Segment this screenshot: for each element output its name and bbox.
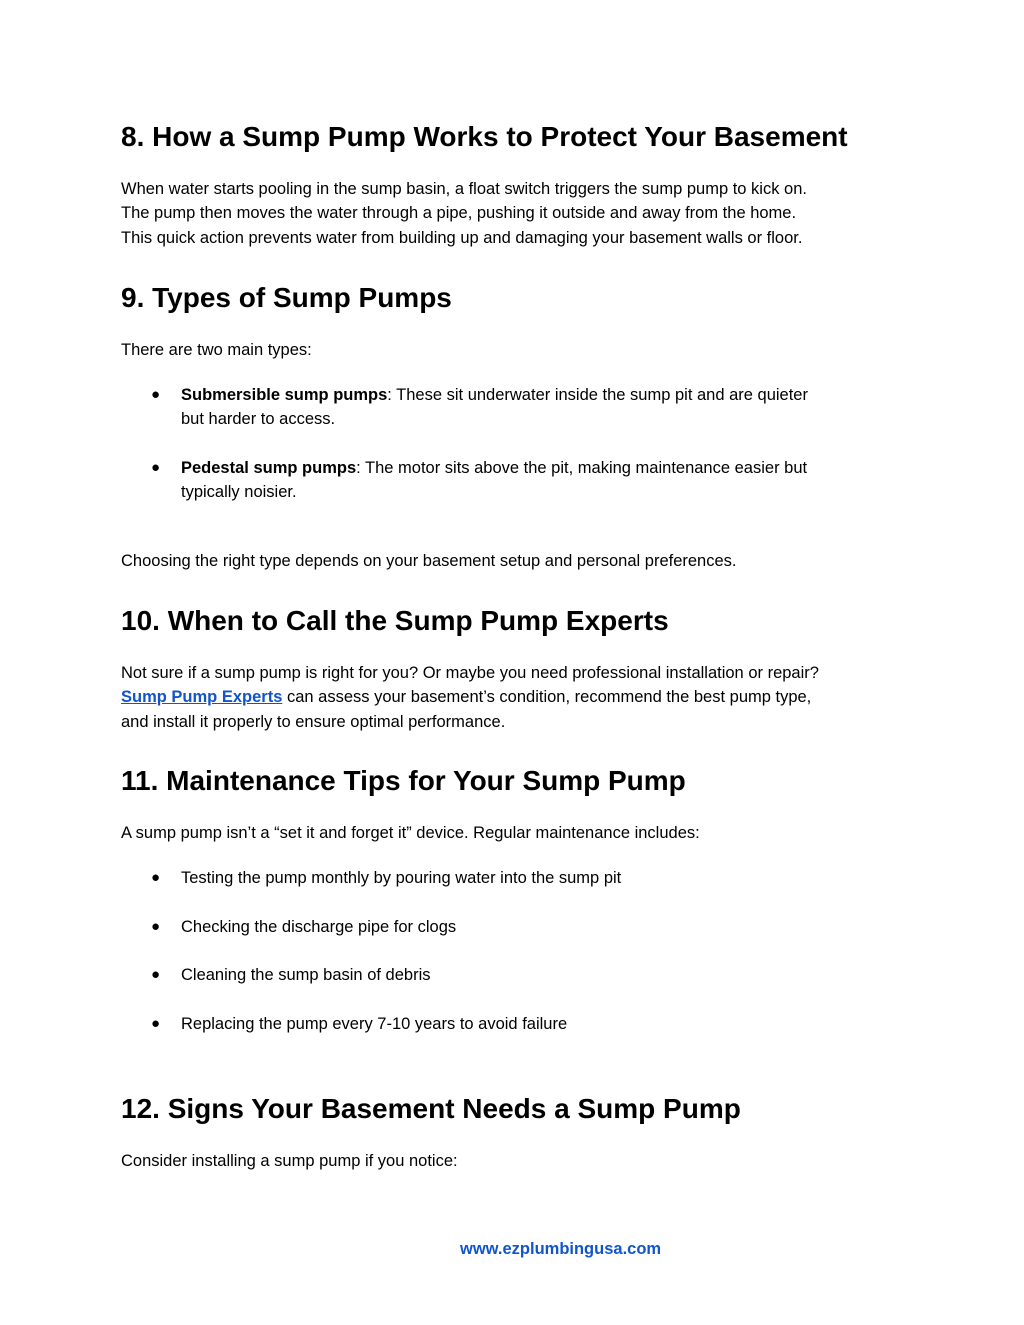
paragraph-line: This quick action prevents water from building up and damaging your basement walls or floor. [121, 228, 803, 247]
list-item-text: Checking the discharge pipe for clogs [181, 918, 457, 936]
paragraph-line: Not sure if a sump pump is right for you? Or maybe you need professional installation or repair? [121, 664, 819, 682]
list-item-text: typically noisier. [181, 483, 297, 502]
section-8-heading: 8. How a Sump Pump Works to Protect Your Basement [121, 121, 848, 152]
list-item-text: but harder to access. [181, 410, 336, 429]
bullet-icon: ● [151, 918, 161, 935]
section-12-heading: 12. Signs Your Basement Needs a Sump Pump [121, 1093, 741, 1124]
section-10-paragraph [121, 661, 911, 734]
paragraph-line: The pump then moves the water through a pipe, pushing it outside and away from the home. [121, 204, 797, 223]
bullet-icon: ● [151, 869, 161, 886]
list-item-term: Submersible sump pumps [181, 386, 388, 404]
sump-pump-experts-link[interactable]: Sump Pump Experts [121, 688, 283, 707]
paragraph-line: can assess your basement’s condition, recommend the best pump type, [282, 688, 812, 707]
section-9-heading: 9. Types of Sump Pumps [121, 282, 452, 313]
bullet-icon: ● [151, 459, 161, 476]
section-9-closing: Choosing the right type depends on your basement setup and personal preferences. [121, 552, 737, 570]
section-9-intro: There are two main types: [121, 341, 312, 359]
section-10-heading: 10. When to Call the Sump Pump Experts [121, 605, 669, 636]
footer-website-link[interactable]: www.ezplumbingusa.com [460, 1240, 662, 1258]
bullet-icon: ● [151, 966, 161, 983]
section-12-intro: Consider installing a sump pump if you notice: [121, 1152, 458, 1170]
list-item-term: Pedestal sump pumps [181, 459, 357, 477]
bullet-icon: ● [151, 1015, 161, 1032]
list-item-text: Cleaning the sump basin of debris [181, 966, 431, 984]
list-item-text: Replacing the pump every 7-10 years to avoid failure [181, 1015, 568, 1033]
section-11-heading: 11. Maintenance Tips for Your Sump Pump [121, 765, 686, 796]
section-11-intro: A sump pump isn’t a “set it and forget it” device. Regular maintenance includes: [121, 824, 700, 842]
section-8-paragraph [121, 177, 911, 250]
bullet-icon: ● [151, 386, 161, 403]
paragraph-line: When water starts pooling in the sump basin, a float switch triggers the sump pump to kick on. [121, 180, 807, 198]
list-item-text: Testing the pump monthly by pouring water into the sump pit [181, 869, 622, 887]
list-item-text: : These sit underwater inside the sump pit and are quieter [387, 386, 808, 404]
paragraph-line: and install it properly to ensure optimal performance. [121, 712, 506, 731]
list-item-text: : The motor sits above the pit, making maintenance easier but [356, 459, 808, 477]
